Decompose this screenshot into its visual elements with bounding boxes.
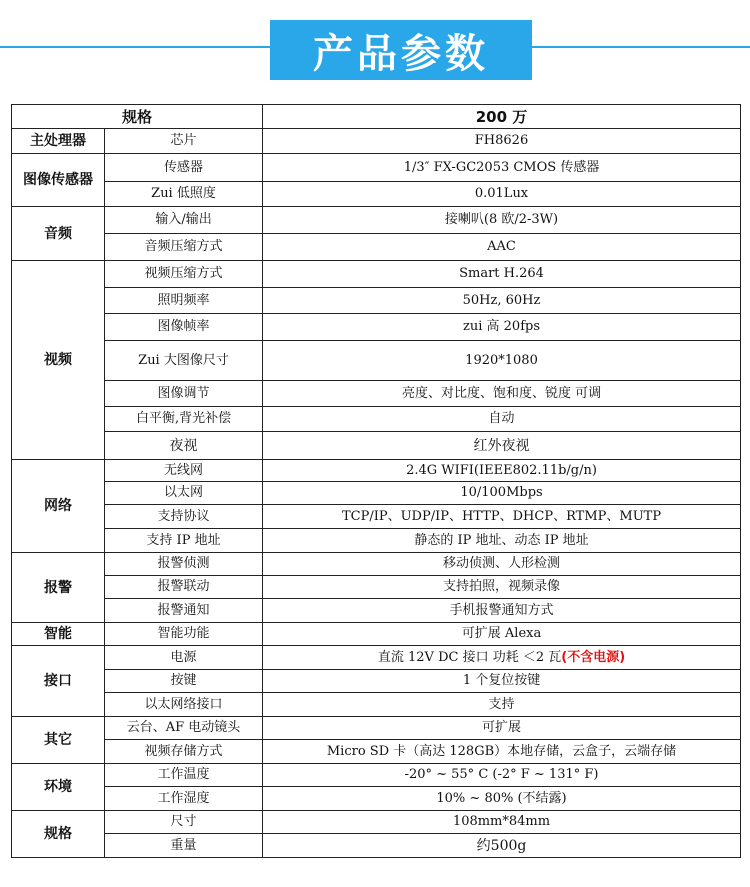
spec-value: 手机报警通知方式	[263, 599, 741, 623]
spec-name: Zui 大图像尺寸	[105, 341, 263, 381]
spec-value: Micro SD 卡（高达 128GB）本地存储，云盒子，云端存储	[263, 740, 741, 764]
table-row	[12, 432, 741, 460]
header-value: 200 万	[263, 105, 741, 129]
spec-name: 音频压缩方式	[105, 234, 263, 261]
spec-name: 以太网	[105, 482, 263, 505]
category-cell: 规格	[12, 811, 105, 858]
spec-name: 支持 IP 地址	[105, 529, 263, 553]
table-row	[12, 623, 741, 646]
spec-value: zui 高 20fps	[263, 314, 741, 341]
spec-name: 夜视	[105, 432, 263, 460]
power-note: (不含电源)	[561, 649, 626, 665]
table-row	[12, 693, 741, 717]
spec-name: 输入/输出	[105, 207, 263, 234]
category-cell: 智能	[12, 623, 105, 646]
banner-rule-left	[0, 46, 270, 48]
category-cell: 环境	[12, 764, 105, 811]
spec-value: Smart H.264	[263, 261, 741, 288]
spec-name: Zui 低照度	[105, 182, 263, 207]
table-row	[12, 129, 741, 154]
spec-name: 视频压缩方式	[105, 261, 263, 288]
table-row	[12, 505, 741, 529]
spec-name: 报警通知	[105, 599, 263, 623]
spec-value: 2.4G WIFI(IEEE802.11b/g/n)	[263, 460, 741, 482]
spec-name: 芯片	[105, 129, 263, 154]
spec-value: 108mm*84mm	[263, 811, 741, 834]
category-cell: 报警	[12, 553, 105, 623]
spec-value: 支持拍照，视频录像	[263, 576, 741, 599]
table-row	[12, 787, 741, 811]
table-row	[12, 154, 741, 182]
table-row	[12, 460, 741, 482]
table-row	[12, 529, 741, 553]
spec-value: 1 个复位按键	[263, 670, 741, 693]
category-cell: 视频	[12, 261, 105, 460]
spec-value: FH8626	[263, 129, 741, 154]
category-cell: 其它	[12, 717, 105, 764]
category-cell: 图像传感器	[12, 154, 105, 207]
banner-rule-right	[532, 46, 750, 48]
power-spec-text: 直流 12V DC 接口 功耗 ＜2 瓦	[377, 649, 562, 665]
spec-name: 按键	[105, 670, 263, 693]
table-row	[12, 764, 741, 787]
table-row	[12, 811, 741, 834]
spec-value: 10/100Mbps	[263, 482, 741, 505]
spec-value: 约500g	[263, 834, 741, 858]
spec-name: 传感器	[105, 154, 263, 182]
spec-name: 电源	[105, 646, 263, 670]
spec-value: 自动	[263, 407, 741, 432]
spec-value: -20° ~ 55° C (-2° F ~ 131° F)	[263, 764, 741, 787]
spec-value: 接喇叭(8 欧/2-3W)	[263, 207, 741, 234]
table-row	[12, 670, 741, 693]
spec-name: 云台、AF 电动镜头	[105, 717, 263, 740]
table-row	[12, 314, 741, 341]
spec-name: 支持协议	[105, 505, 263, 529]
table-row	[12, 646, 741, 670]
category-cell: 音频	[12, 207, 105, 261]
table-row	[12, 182, 741, 207]
spec-name: 以太网络接口	[105, 693, 263, 717]
spec-value: AAC	[263, 234, 741, 261]
spec-value: 静态的 IP 地址、动态 IP 地址	[263, 529, 741, 553]
spec-value	[263, 646, 741, 670]
table-row	[12, 381, 741, 407]
spec-name: 工作湿度	[105, 787, 263, 811]
spec-value: 支持	[263, 693, 741, 717]
spec-name: 无线网	[105, 460, 263, 482]
table-row	[12, 207, 741, 234]
spec-value: 可扩展 Alexa	[263, 623, 741, 646]
table-row	[12, 717, 741, 740]
spec-name: 白平衡,背光补偿	[105, 407, 263, 432]
spec-name: 视频存储方式	[105, 740, 263, 764]
table-header-row	[12, 105, 741, 129]
spec-table	[11, 104, 741, 858]
spec-value: 可扩展	[263, 717, 741, 740]
table-row	[12, 288, 741, 314]
page-title-banner	[270, 20, 532, 80]
category-cell: 接口	[12, 646, 105, 717]
spec-name: 照明频率	[105, 288, 263, 314]
spec-name: 图像调节	[105, 381, 263, 407]
spec-name: 报警联动	[105, 576, 263, 599]
table-row	[12, 482, 741, 505]
spec-value: 红外夜视	[263, 432, 741, 460]
table-row	[12, 341, 741, 381]
header-label: 规格	[12, 105, 263, 129]
table-row	[12, 234, 741, 261]
spec-name: 图像帧率	[105, 314, 263, 341]
spec-name: 智能功能	[105, 623, 263, 646]
table-row	[12, 740, 741, 764]
spec-name: 尺寸	[105, 811, 263, 834]
table-row	[12, 834, 741, 858]
spec-name: 报警侦测	[105, 553, 263, 576]
category-cell: 主处理器	[12, 129, 105, 154]
spec-value: 0.01Lux	[263, 182, 741, 207]
table-row	[12, 553, 741, 576]
spec-value: 1/3″ FX-GC2053 CMOS 传感器	[263, 154, 741, 182]
spec-name: 工作温度	[105, 764, 263, 787]
page-title: 产品参数	[313, 30, 489, 77]
spec-value: 移动侦测、人形检测	[263, 553, 741, 576]
spec-value: 10% ~ 80% (不结露)	[263, 787, 741, 811]
table-row	[12, 261, 741, 288]
spec-value: 亮度、对比度、饱和度、锐度 可调	[263, 381, 741, 407]
spec-value: TCP/IP、UDP/IP、HTTP、DHCP、RTMP、MUTP	[263, 505, 741, 529]
spec-value: 1920*1080	[263, 341, 741, 381]
table-row	[12, 576, 741, 599]
category-cell: 网络	[12, 460, 105, 553]
table-row	[12, 599, 741, 623]
table-row	[12, 407, 741, 432]
spec-value: 50Hz, 60Hz	[263, 288, 741, 314]
spec-name: 重量	[105, 834, 263, 858]
